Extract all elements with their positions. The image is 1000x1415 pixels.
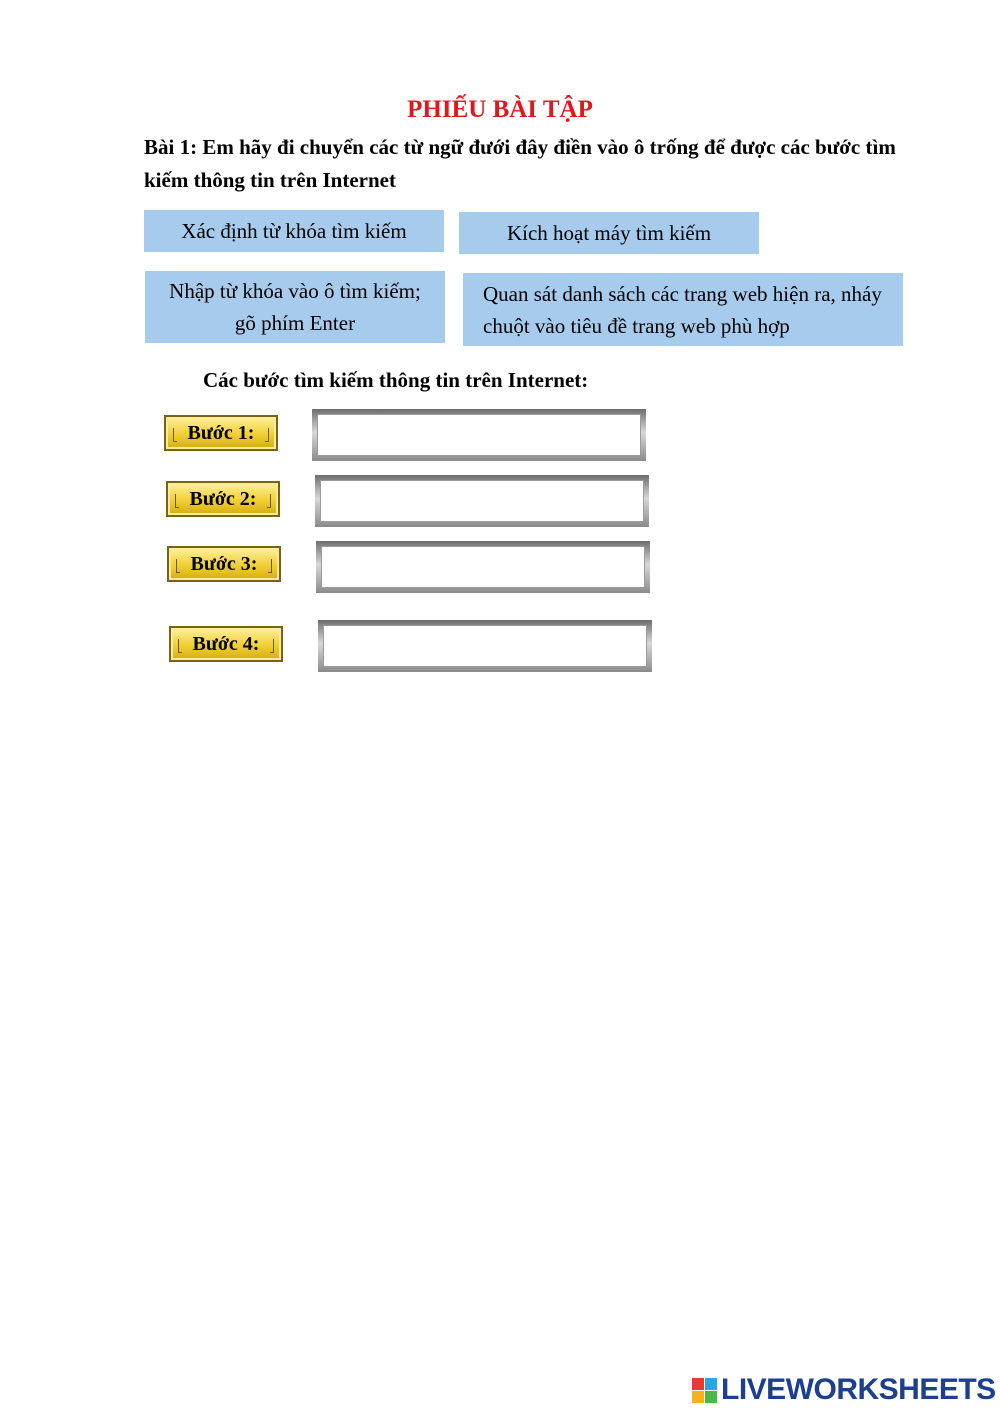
drop-box-4-area[interactable] [323, 625, 647, 667]
page-title: PHIẾU BÀI TẬP [407, 96, 593, 123]
drop-box-3-area[interactable] [321, 546, 645, 588]
word-card-2[interactable]: Kích hoạt máy tìm kiếm [459, 212, 759, 254]
steps-heading: Các bước tìm kiếm thông tin trên Internet: [203, 368, 589, 392]
liveworksheets-logo-icon [692, 1378, 717, 1403]
brand-name: LIVEWORKSHEETS [721, 1373, 996, 1406]
drop-box-2-area[interactable] [320, 480, 644, 522]
step-label-3: Bước 3: [167, 546, 281, 582]
word-card-3[interactable]: Nhập từ khóa vào ô tìm kiếm; gõ phím Enter [145, 271, 445, 343]
logo-square-4 [705, 1391, 717, 1403]
logo-square-3 [692, 1391, 704, 1403]
step-label-2: Bước 2: [166, 481, 280, 517]
drop-box-1[interactable] [312, 409, 646, 461]
logo-square-2 [705, 1378, 717, 1390]
word-card-4[interactable]: Quan sát danh sách các trang web hiện ra, nháy chuột vào tiêu đề trang web phù hợp [463, 273, 903, 346]
drop-box-4[interactable] [318, 620, 652, 672]
drop-box-1-area[interactable] [317, 414, 641, 456]
step-label-1: Bước 1: [164, 415, 278, 451]
task-instructions: Bài 1: Em hãy đi chuyển các từ ngữ đưới đây điền vào ô trống để được các bước tìm kiếm thông tin trên Internet [144, 135, 896, 192]
drop-box-3[interactable] [316, 541, 650, 593]
logo-square-1 [692, 1378, 704, 1390]
word-card-1[interactable]: Xác định từ khóa tìm kiếm [144, 210, 444, 252]
step-label-4: Bước 4: [169, 626, 283, 662]
drop-box-2[interactable] [315, 475, 649, 527]
liveworksheets-brand [692, 1373, 996, 1407]
